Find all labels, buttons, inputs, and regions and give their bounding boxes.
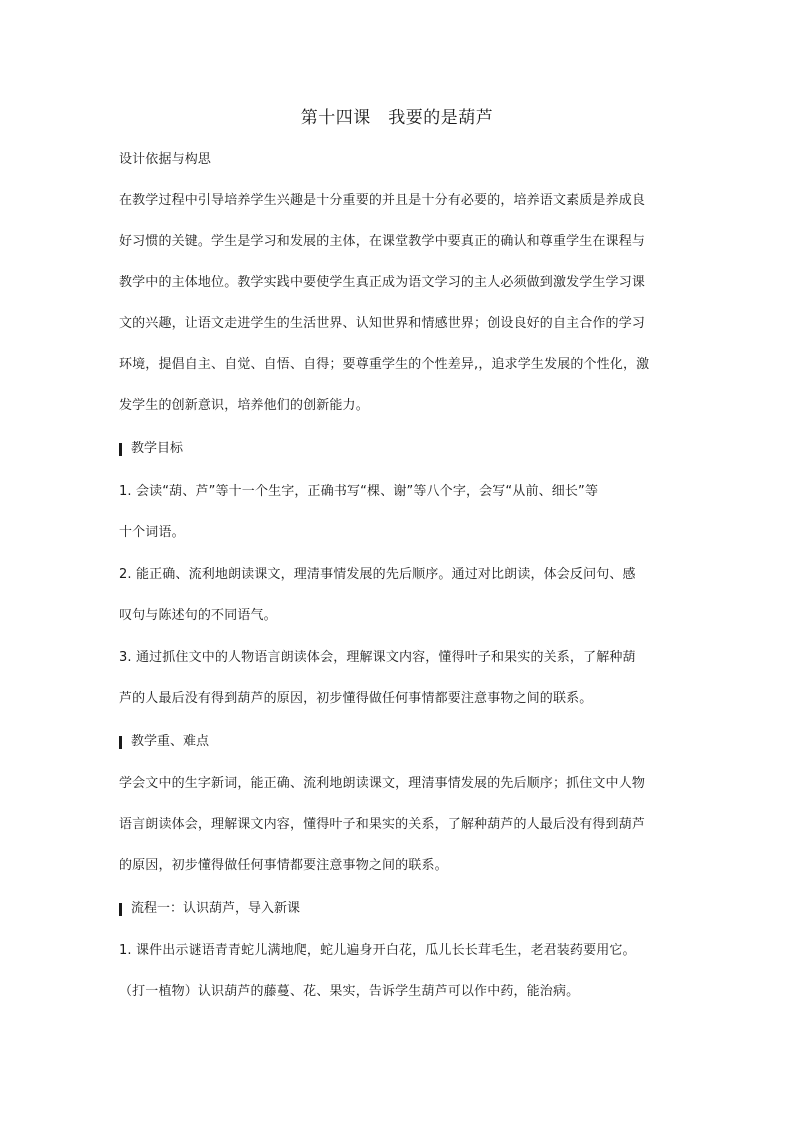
heading-label: 流程一：认识葫芦，导入新课 [131,901,301,916]
heading-marker-icon [119,443,122,456]
goal-line: 十个词语。 [119,525,185,540]
heading-marker-icon [119,903,122,916]
intro-line: 在教学过程中引导培养学生兴趣是十分重要的并且是十分有必要的，培养语文素质是养成良 [119,193,646,208]
goal-line: 1. 会读“葫、芦”等十一个生字，正确书写“棵、谢”等八个字，会写“从前、细长”等 [119,484,599,499]
goal-line: 3. 通过抓住文中的人物语言朗读体会，理解课文内容，懂得叶子和果实的关系，了解种葫 [119,650,636,665]
goal-line: 2. 能正确、流利地朗读课文，理清事情发展的先后顺序。通过对比朗读，体会反问句、感 [119,567,636,582]
intro-line: 发学生的创新意识，培养他们的创新能力。 [119,398,369,413]
intro-line: 教学中的主体地位。教学实践中要使学生真正成为语文学习的主人必须做到激发学生学习课 [119,275,646,290]
intro-line: 文的兴趣，让语文走进学生的生活世界、认知世界和情感世界；创设良好的自主合作的学习 [119,316,646,331]
heading-label: 教学目标 [131,441,184,456]
goal-line: 叹句与陈述句的不同语气。 [119,608,277,623]
process-line: （打一植物）认识葫芦的藤蔓、花、果实，告诉学生葫芦可以作中药，能治病。 [119,984,580,999]
document-title: 第十四课 我要的是葫芦 [300,108,494,128]
intro-line: 环境，提倡自主、自觉、自悟、自得；要尊重学生的个性差异,，追求学生发展的个性化，激 [119,357,650,372]
goal-line: 芦的人最后没有得到葫芦的原因，初步懂得做任何事情都要注意事物之间的联系。 [119,691,593,706]
heading-label: 教学重、难点 [131,734,210,749]
heading-marker-icon [119,736,122,749]
section-heading-process-one [119,900,300,918]
key-point-line: 语言朗读体会，理解课文内容，懂得叶子和果实的关系，了解种葫芦的人最后没有得到葫芦 [119,817,646,832]
key-point-line: 的原因，初步懂得做任何事情都要注意事物之间的联系。 [119,858,448,873]
section-heading-key-points [119,733,209,751]
process-line: 1. 课件出示谜语青青蛇儿满地爬，蛇儿遍身开白花，瓜儿长长茸毛生，老君装药要用它。 [119,943,636,958]
key-point-line: 学会文中的生字新词，能正确、流利地朗读课文，理清事情发展的先后顺序；抓住文中人物 [119,776,646,791]
subtitle: 设计依据与构思 [119,152,212,167]
section-heading-goals [119,440,183,458]
intro-line: 好习惯的关键。学生是学习和发展的主体，在课堂教学中要真正的确认和尊重学生在课程与 [119,234,646,249]
